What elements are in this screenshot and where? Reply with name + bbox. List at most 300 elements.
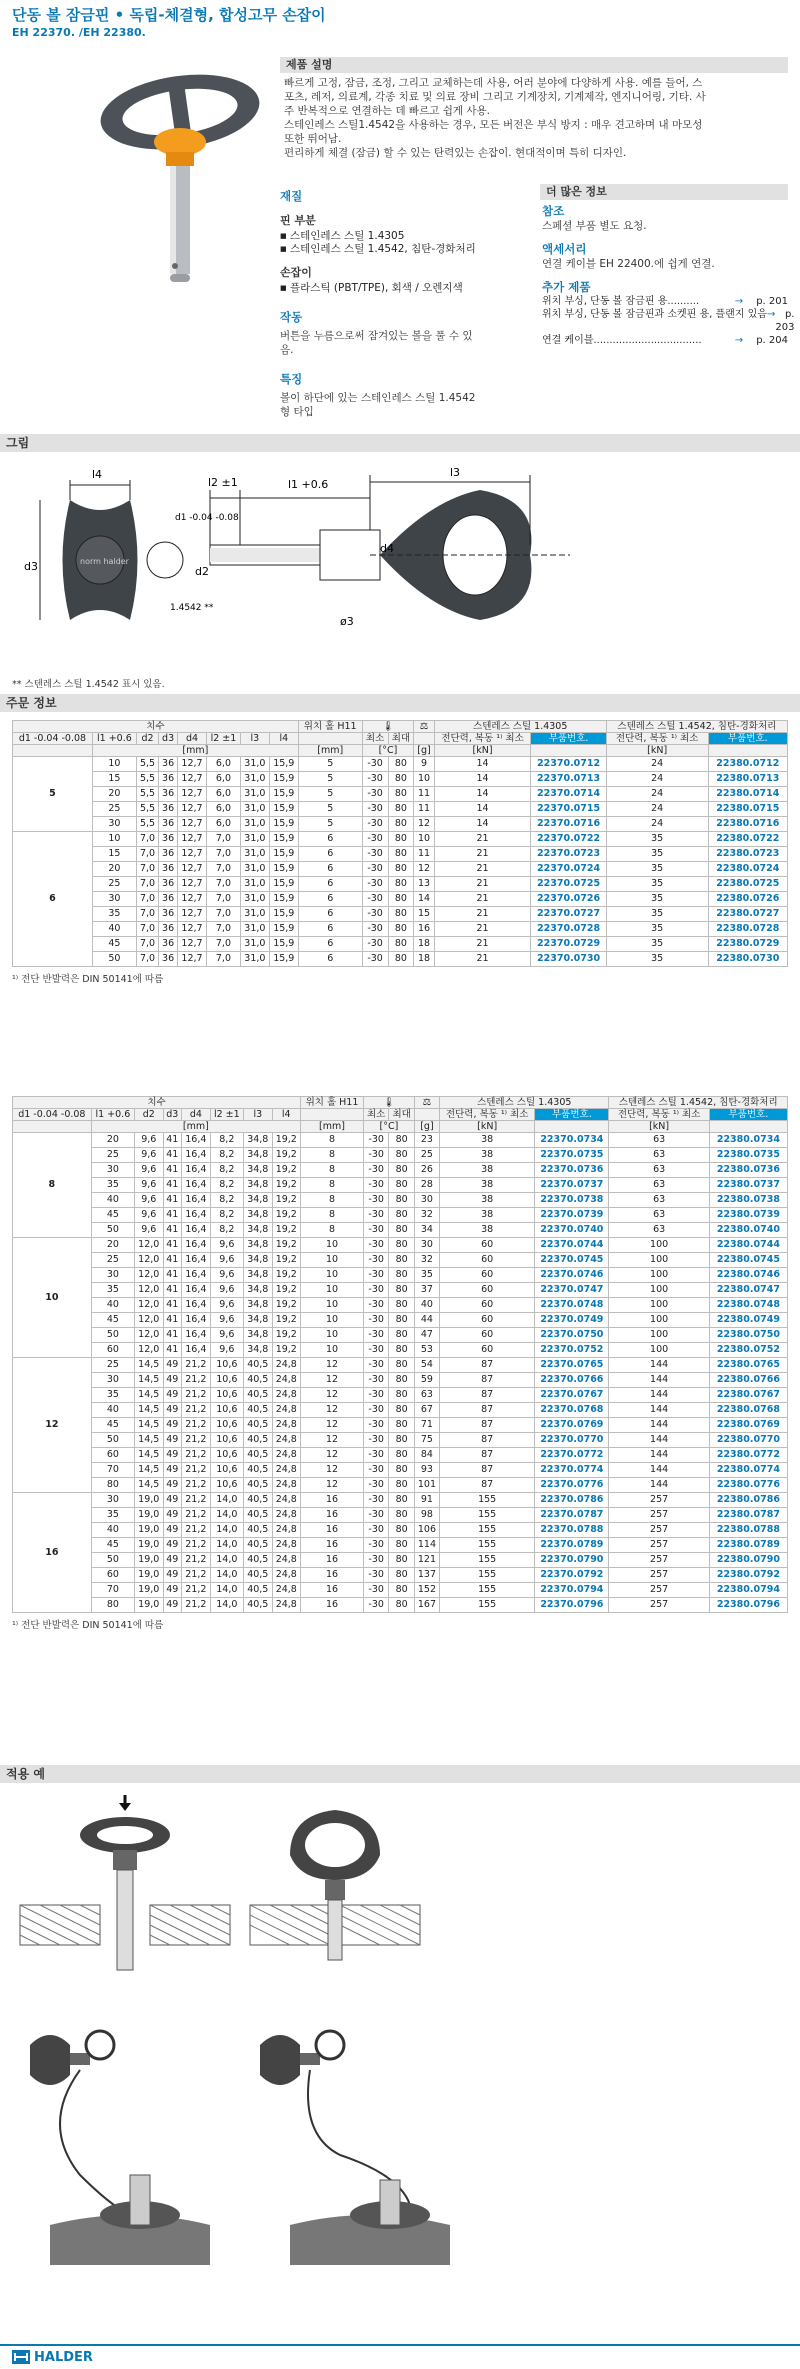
part-number-cell[interactable]: 22370.0747 — [535, 1283, 609, 1298]
table-cell: 24 — [606, 757, 708, 772]
material-section — [280, 188, 530, 419]
table-cell: 31,0 — [240, 817, 269, 832]
part-number-cell[interactable]: 22370.0744 — [535, 1238, 609, 1253]
table-cell: 36 — [159, 892, 178, 907]
table-cell: 11 — [414, 787, 434, 802]
table-cell: 36 — [159, 832, 178, 847]
table-cell: 16,4 — [182, 1328, 210, 1343]
table-cell: 10,6 — [210, 1463, 243, 1478]
part-number-cell[interactable]: 22370.0713 — [531, 772, 606, 787]
table-cell: 15,9 — [269, 922, 298, 937]
part-number-cell[interactable]: 22370.0750 — [535, 1328, 609, 1343]
part-number-cell[interactable]: 22370.0724 — [531, 862, 606, 877]
table-cell: 19,0 — [135, 1553, 163, 1568]
table-cell: -30 — [363, 1463, 388, 1478]
table-cell: 49 — [163, 1358, 182, 1373]
table-cell: 80 — [389, 1328, 414, 1343]
table-cell: 63 — [609, 1178, 709, 1193]
part-number-cell[interactable]: 22380.0725 — [708, 877, 787, 892]
table-cell: 10 — [301, 1298, 364, 1313]
part-number-cell[interactable]: 22370.0770 — [535, 1433, 609, 1448]
table-cell: 7,0 — [136, 832, 158, 847]
part-number-cell[interactable]: 22370.0715 — [531, 802, 606, 817]
part-number-cell[interactable]: 22380.0790 — [709, 1553, 787, 1568]
part-number-cell[interactable]: 22380.0728 — [708, 922, 787, 937]
table-cell: 21,2 — [182, 1568, 210, 1583]
col-header-max: 최대 — [388, 733, 414, 745]
table-cell: 24,8 — [272, 1433, 300, 1448]
application-example-1 — [20, 1795, 230, 1970]
table-row — [13, 1343, 788, 1358]
part-number-cell[interactable]: 22370.0740 — [535, 1223, 609, 1238]
part-number-cell[interactable]: 22370.0722 — [531, 832, 606, 847]
part-number-cell[interactable]: 22380.0713 — [708, 772, 787, 787]
col-header-ss2: 스텐레스 스틸 1.4542, 침탄-경화처리 — [606, 721, 787, 733]
table-cell: -30 — [363, 1343, 388, 1358]
part-number-cell[interactable]: 22380.0745 — [709, 1253, 787, 1268]
table-row — [13, 1373, 788, 1388]
table-cell: 7,0 — [136, 847, 158, 862]
part-number-cell[interactable]: 22380.0792 — [709, 1568, 787, 1583]
table-cell: 80 — [389, 1238, 414, 1253]
table-cell: 100 — [609, 1313, 709, 1328]
table-cell: 32 — [414, 1208, 439, 1223]
part-number-cell[interactable]: 22380.0746 — [709, 1268, 787, 1283]
table-cell: 20 — [92, 862, 136, 877]
product-photo — [60, 52, 260, 302]
table-cell: 40,5 — [244, 1358, 272, 1373]
table-cell: 80 — [389, 1598, 414, 1613]
part-number-cell[interactable]: 22370.0714 — [531, 787, 606, 802]
table-row — [13, 922, 788, 937]
weight-icon: ⚖ — [414, 721, 434, 733]
part-number-cell[interactable]: 22380.0765 — [709, 1358, 787, 1373]
part-number-cell[interactable]: 22370.0752 — [535, 1343, 609, 1358]
part-number-cell[interactable]: 22370.0727 — [531, 907, 606, 922]
table-cell: 24,8 — [272, 1538, 300, 1553]
table-cell: 31,0 — [240, 757, 269, 772]
table-cell: 80 — [388, 922, 414, 937]
part-number-cell[interactable]: 22370.0745 — [535, 1253, 609, 1268]
table-cell: 41 — [163, 1238, 182, 1253]
part-number-cell[interactable]: 22380.0737 — [709, 1178, 787, 1193]
table-cell: 19,2 — [272, 1223, 300, 1238]
table-cell: 80 — [389, 1193, 414, 1208]
part-number-cell[interactable]: 22380.0752 — [709, 1343, 787, 1358]
part-number-cell[interactable]: 22380.0789 — [709, 1538, 787, 1553]
table-cell: -30 — [363, 1208, 388, 1223]
table-cell: -30 — [363, 1493, 388, 1508]
table-cell: 155 — [440, 1538, 535, 1553]
part-number-cell[interactable]: 22380.0716 — [708, 817, 787, 832]
operation-text: 버튼을 누름으로써 잠겨있는 볼을 풀 수 있음. — [280, 330, 473, 356]
table-cell: 60 — [440, 1343, 535, 1358]
part-number-cell[interactable]: 22380.0736 — [709, 1163, 787, 1178]
table-cell: 19,2 — [272, 1133, 300, 1148]
table-cell: 12,0 — [135, 1343, 163, 1358]
table-cell: 100 — [609, 1343, 709, 1358]
part-number-cell[interactable]: 22370.0738 — [535, 1193, 609, 1208]
table-cell: 40,5 — [244, 1553, 272, 1568]
part-number-cell[interactable]: 22370.0772 — [535, 1448, 609, 1463]
table-cell: 16,4 — [182, 1223, 210, 1238]
table-cell: 7,0 — [136, 877, 158, 892]
drawing-label-l4: l4 — [92, 468, 103, 481]
table-cell: 8 — [301, 1133, 364, 1148]
table-cell: 87 — [440, 1418, 535, 1433]
table-cell: 32 — [414, 1253, 439, 1268]
part-number-cell[interactable]: 22380.0715 — [708, 802, 787, 817]
table-cell: 70 — [91, 1583, 134, 1598]
table-cell: 10 — [414, 772, 434, 787]
table-cell: 144 — [609, 1403, 709, 1418]
table-cell: 45 — [91, 1313, 134, 1328]
col-header-dims: 치수 — [13, 1097, 301, 1109]
table-cell: 25 — [92, 802, 136, 817]
table-cell: 30 — [92, 892, 136, 907]
table-cell: 24,8 — [272, 1418, 300, 1433]
desc-line: 빠르게 고정, 잠금, 조정, 그리고 교체하는데 사용, 어러 분야에 다양하게 사용. 예를 들어, 스 — [284, 77, 703, 89]
part-number-cell[interactable]: 22380.0722 — [708, 832, 787, 847]
part-number-cell[interactable]: 22380.0740 — [709, 1223, 787, 1238]
table-cell: 257 — [609, 1493, 709, 1508]
table-cell: 9 — [414, 757, 434, 772]
part-number-cell[interactable]: 22380.0769 — [709, 1418, 787, 1433]
table-cell: 50 — [91, 1433, 134, 1448]
table-row — [13, 1298, 788, 1313]
part-number-cell[interactable]: 22380.0768 — [709, 1403, 787, 1418]
table-cell: 80 — [388, 892, 414, 907]
col-header-l3: l3 — [244, 1109, 272, 1121]
additional-product-link[interactable] — [542, 308, 795, 334]
table-cell: 84 — [414, 1448, 439, 1463]
part-number-cell[interactable]: 22380.0727 — [708, 907, 787, 922]
table-cell: 21,2 — [182, 1493, 210, 1508]
table-row — [13, 1268, 788, 1283]
table-cell: 40 — [91, 1298, 134, 1313]
table-cell: -30 — [362, 772, 388, 787]
table-cell: 106 — [414, 1523, 439, 1538]
part-number-cell[interactable]: 22370.0796 — [535, 1598, 609, 1613]
part-number-cell[interactable]: 22370.0790 — [535, 1553, 609, 1568]
part-number-cell[interactable]: 22380.0735 — [709, 1148, 787, 1163]
part-number-cell[interactable]: 22370.0792 — [535, 1568, 609, 1583]
part-number-cell[interactable]: 22370.0768 — [535, 1403, 609, 1418]
table-row — [13, 937, 788, 952]
technical-drawing — [10, 460, 790, 670]
unit-kn: [kN] — [606, 745, 708, 757]
table-cell: 14,5 — [135, 1463, 163, 1478]
table-cell: -30 — [363, 1553, 388, 1568]
table-cell: 31,0 — [240, 907, 269, 922]
part-number-cell[interactable]: 22370.0748 — [535, 1298, 609, 1313]
page-ref: p. 204 — [756, 335, 788, 346]
table-cell: -30 — [362, 802, 388, 817]
part-number-cell[interactable]: 22380.0774 — [709, 1463, 787, 1478]
table-cell: 80 — [388, 907, 414, 922]
table-row — [13, 1178, 788, 1193]
table-cell: 21 — [434, 922, 531, 937]
table-cell: 16,4 — [182, 1313, 210, 1328]
part-number-cell[interactable]: 22370.0789 — [535, 1538, 609, 1553]
part-number-cell[interactable]: 22370.0767 — [535, 1388, 609, 1403]
table-cell: 5 — [298, 772, 362, 787]
part-number-cell[interactable]: 22380.0714 — [708, 787, 787, 802]
table-cell: 19,0 — [135, 1493, 163, 1508]
table-cell: 36 — [159, 757, 178, 772]
part-number-cell[interactable]: 22370.0726 — [531, 892, 606, 907]
table-cell: 20 — [91, 1238, 134, 1253]
table-cell: 21,2 — [182, 1373, 210, 1388]
table-cell: 80 — [389, 1493, 414, 1508]
table-cell: 40,5 — [244, 1463, 272, 1478]
table-cell: 16 — [301, 1598, 364, 1613]
table-cell: 34,8 — [244, 1253, 272, 1268]
part-number-cell[interactable]: 22380.0786 — [709, 1493, 787, 1508]
part-number-cell[interactable]: 22370.0794 — [535, 1583, 609, 1598]
table-cell: 12 — [414, 817, 434, 832]
part-number-cell[interactable]: 22380.0788 — [709, 1523, 787, 1538]
part-number-cell[interactable]: 22380.0738 — [709, 1193, 787, 1208]
part-number-cell[interactable]: 22380.0787 — [709, 1508, 787, 1523]
part-number-cell[interactable]: 22380.0744 — [709, 1238, 787, 1253]
table-cell: 5,5 — [136, 802, 158, 817]
application-example-4 — [260, 2031, 450, 2265]
part-number-cell[interactable]: 22380.0734 — [709, 1133, 787, 1148]
table-cell: 6 — [298, 922, 362, 937]
part-number-cell[interactable]: 22380.0729 — [708, 937, 787, 952]
part-number-cell[interactable]: 22380.0766 — [709, 1373, 787, 1388]
part-number-cell[interactable]: 22370.0736 — [535, 1163, 609, 1178]
part-number-cell[interactable]: 22370.0787 — [535, 1508, 609, 1523]
unit-kn: [kN] — [434, 745, 531, 757]
table-cell: 80 — [388, 832, 414, 847]
unit-g: [g] — [414, 1121, 439, 1133]
table-cell: 49 — [163, 1373, 182, 1388]
page-ref: p. 201 — [756, 296, 788, 307]
desc-line: 포츠, 레저, 의료계, 각종 치료 및 의료 장비 그리고 기계장치, 기계제작, 엔지니어링, 기타. 사 — [284, 91, 706, 103]
table-cell: 80 — [388, 952, 414, 967]
table-cell: 36 — [159, 772, 178, 787]
table-cell: 80 — [389, 1223, 414, 1238]
table-cell: 40,5 — [244, 1523, 272, 1538]
table-cell: 41 — [163, 1328, 182, 1343]
part-number-cell[interactable]: 22370.0729 — [531, 937, 606, 952]
table-row — [13, 1133, 788, 1148]
table-cell: 114 — [414, 1538, 439, 1553]
table-cell: 60 — [440, 1238, 535, 1253]
table-row — [13, 1478, 788, 1493]
table-row — [13, 1463, 788, 1478]
table-cell: 35 — [92, 907, 136, 922]
table-cell: -30 — [363, 1283, 388, 1298]
part-number-cell[interactable]: 22380.0767 — [709, 1388, 787, 1403]
table-cell: 87 — [440, 1403, 535, 1418]
table-cell: 37 — [414, 1283, 439, 1298]
part-number-cell[interactable]: 22370.0730 — [531, 952, 606, 967]
part-number-cell[interactable]: 22370.0769 — [535, 1418, 609, 1433]
part-number-cell[interactable]: 22380.0750 — [709, 1328, 787, 1343]
table-cell: 16 — [301, 1523, 364, 1538]
table-cell: 12,7 — [178, 847, 207, 862]
table-cell: 34,8 — [244, 1133, 272, 1148]
part-number-cell[interactable]: 22370.0712 — [531, 757, 606, 772]
unit-mm: [mm] — [301, 1121, 364, 1133]
table-row — [13, 817, 788, 832]
table-row — [13, 1598, 788, 1613]
table-cell: 8 — [301, 1163, 364, 1178]
table-cell: 16,4 — [182, 1283, 210, 1298]
table-cell: 35 — [606, 907, 708, 922]
unit-cell — [13, 745, 93, 757]
table-cell: 16 — [301, 1538, 364, 1553]
table-cell: 80 — [389, 1163, 414, 1178]
part-number-cell[interactable]: 22370.0725 — [531, 877, 606, 892]
table-cell: 35 — [91, 1388, 134, 1403]
table-cell: 40,5 — [244, 1373, 272, 1388]
table-cell: 100 — [609, 1298, 709, 1313]
table-cell: 7,0 — [206, 832, 240, 847]
table-cell: 21 — [434, 892, 531, 907]
part-number-cell[interactable]: 22370.0728 — [531, 922, 606, 937]
table-cell: 15,9 — [269, 952, 298, 967]
part-number-cell[interactable]: 22380.0748 — [709, 1298, 787, 1313]
table-cell: 7,0 — [136, 907, 158, 922]
table-cell: 19,2 — [272, 1253, 300, 1268]
part-number-cell[interactable]: 22370.0737 — [535, 1178, 609, 1193]
part-number-cell[interactable]: 22380.0726 — [708, 892, 787, 907]
part-number-cell[interactable]: 22380.0776 — [709, 1478, 787, 1493]
table-cell: 12 — [301, 1388, 364, 1403]
part-number-cell[interactable]: 22380.0730 — [708, 952, 787, 967]
part-number-cell[interactable]: 22380.0712 — [708, 757, 787, 772]
table-cell: 5,5 — [136, 817, 158, 832]
part-number-cell[interactable]: 22370.0776 — [535, 1478, 609, 1493]
additional-product-link[interactable] — [542, 334, 788, 347]
table-cell: 49 — [163, 1463, 182, 1478]
part-number-cell[interactable]: 22380.0739 — [709, 1208, 787, 1223]
part-number-cell[interactable]: 22370.0749 — [535, 1313, 609, 1328]
part-number-cell[interactable]: 22370.0786 — [535, 1493, 609, 1508]
table-cell: -30 — [363, 1403, 388, 1418]
group-d1: 8 — [13, 1133, 92, 1238]
table-cell: 80 — [389, 1148, 414, 1163]
table-cell: 144 — [609, 1373, 709, 1388]
part-number-cell[interactable]: 22380.0747 — [709, 1283, 787, 1298]
group-d1: 10 — [13, 1238, 92, 1358]
table-cell: 40,5 — [244, 1448, 272, 1463]
table-row — [13, 1328, 788, 1343]
part-number-cell[interactable]: 22380.0772 — [709, 1448, 787, 1463]
more-info-box — [540, 184, 795, 347]
table-cell: 41 — [163, 1148, 182, 1163]
table-cell: 21,2 — [182, 1433, 210, 1448]
part-number-cell[interactable]: 22370.0765 — [535, 1358, 609, 1373]
table-cell: 155 — [440, 1523, 535, 1538]
application-illustrations — [10, 1795, 610, 2295]
part-number-cell[interactable]: 22380.0770 — [709, 1433, 787, 1448]
table-cell: 35 — [606, 922, 708, 937]
table-cell: 14 — [434, 772, 531, 787]
table-cell: 7,0 — [206, 952, 240, 967]
table-cell: 40 — [91, 1193, 134, 1208]
table-cell: 60 — [440, 1298, 535, 1313]
part-number-cell[interactable]: 22370.0766 — [535, 1373, 609, 1388]
table-row — [13, 802, 788, 817]
table-cell: 49 — [163, 1418, 182, 1433]
table-cell: 34,8 — [244, 1208, 272, 1223]
col-header-pos-unit — [298, 733, 362, 745]
order-footnote-1: ¹⁾ 전단 반발력은 DIN 50141에 따름 — [12, 974, 164, 985]
table-cell: 41 — [163, 1193, 182, 1208]
table-cell: 54 — [414, 1358, 439, 1373]
table-cell: 12,0 — [135, 1253, 163, 1268]
table-cell: 16,4 — [182, 1238, 210, 1253]
col-header-l4: l4 — [269, 733, 298, 745]
table-cell: 100 — [609, 1253, 709, 1268]
table-cell: 40,5 — [244, 1478, 272, 1493]
table-cell: 80 — [389, 1508, 414, 1523]
part-number-cell[interactable]: 22380.0749 — [709, 1313, 787, 1328]
table-row — [13, 1238, 788, 1253]
table-row — [13, 1283, 788, 1298]
features-text: 볼이 하단에 있는 스테인레스 스틸 1.4542 형 타입 — [280, 392, 476, 418]
part-number-cell[interactable]: 22370.0739 — [535, 1208, 609, 1223]
table-cell: 44 — [414, 1313, 439, 1328]
table-cell: 12 — [301, 1373, 364, 1388]
table-cell: 10,6 — [210, 1418, 243, 1433]
part-number-cell[interactable]: 22380.0723 — [708, 847, 787, 862]
pin-material-list — [280, 230, 530, 256]
table-cell: 30 — [91, 1163, 134, 1178]
table-cell: 10 — [301, 1283, 364, 1298]
table-cell: 21,2 — [182, 1418, 210, 1433]
part-number-cell[interactable]: 22370.0734 — [535, 1133, 609, 1148]
part-number-cell[interactable]: 22370.0716 — [531, 817, 606, 832]
table-cell: 19,2 — [272, 1193, 300, 1208]
table-cell: -30 — [363, 1478, 388, 1493]
part-number-cell[interactable]: 22370.0788 — [535, 1523, 609, 1538]
table-cell: 21,2 — [182, 1523, 210, 1538]
table-cell: 30 — [91, 1268, 134, 1283]
table-cell: -30 — [363, 1298, 388, 1313]
part-number-cell[interactable]: 22370.0735 — [535, 1148, 609, 1163]
col-header-d3: d3 — [159, 733, 178, 745]
table-cell: 14,0 — [210, 1583, 243, 1598]
part-number-cell[interactable]: 22380.0724 — [708, 862, 787, 877]
table-cell: 7,0 — [206, 907, 240, 922]
desc-line: 또한 뛰어남. — [284, 133, 342, 145]
additional-product-link[interactable] — [542, 295, 788, 308]
part-number-cell[interactable]: 22370.0746 — [535, 1268, 609, 1283]
table-cell: 34,8 — [244, 1268, 272, 1283]
table-cell: 14 — [434, 757, 531, 772]
part-number-cell[interactable]: 22370.0723 — [531, 847, 606, 862]
table-cell: 14,5 — [135, 1403, 163, 1418]
table-cell: 12,7 — [178, 937, 207, 952]
table-cell: 60 — [440, 1283, 535, 1298]
col-header-d2: d2 — [135, 1109, 163, 1121]
table-cell: -30 — [363, 1508, 388, 1523]
part-number-cell[interactable]: 22370.0774 — [535, 1463, 609, 1478]
part-number-cell[interactable]: 22380.0794 — [709, 1583, 787, 1598]
table-cell: 257 — [609, 1553, 709, 1568]
order-table-1 — [12, 720, 788, 967]
part-number-cell[interactable]: 22380.0796 — [709, 1598, 787, 1613]
table-cell: 41 — [163, 1253, 182, 1268]
table-cell: 257 — [609, 1598, 709, 1613]
table-row — [13, 1568, 788, 1583]
